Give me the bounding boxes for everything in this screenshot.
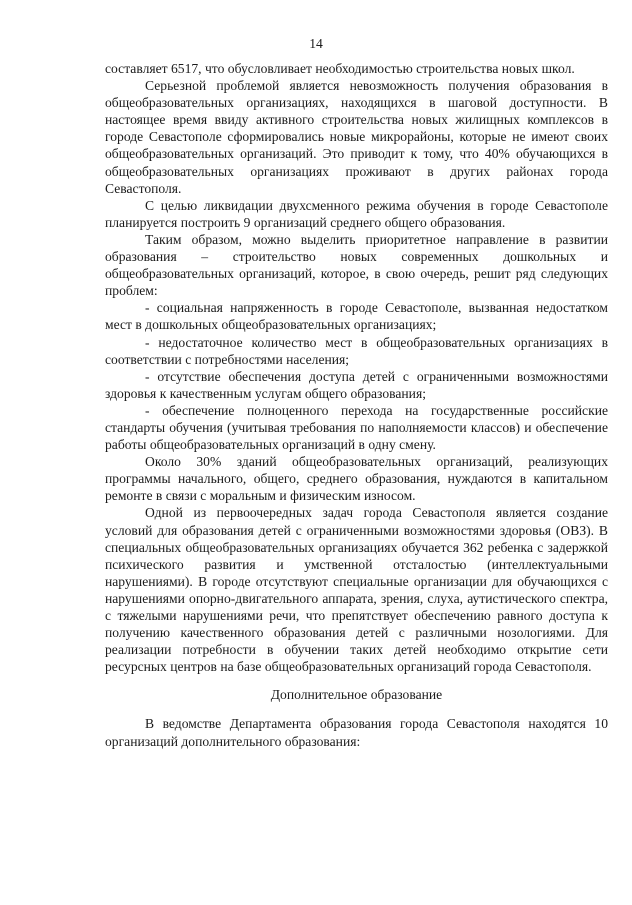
- paragraph-additional-education: В ведомстве Департамента образования города Севастополя находятся 10 организаций дополнительного образования:: [105, 716, 608, 749]
- document-body: [105, 60, 608, 750]
- section-heading: Дополнительное образование: [270, 687, 443, 703]
- page-number: 14: [309, 36, 323, 51]
- problem-list-item: - недостаточное количество мест в общеобразовательных организациях в соответствии с потребностями населения;: [105, 334, 608, 367]
- paragraph-special-needs: Одной из первоочередных задач города Севастополя является создание условий для образования детей с ограниченными возможностями здоровья (ОВЗ). В специальных общеобразовательных организациях обучается 362 ребенка с задержкой психического развития и умственной отсталостью (интеллектуальными нарушениями). В городе отсутствуют специальные организации для обучающихся с нарушениями опорно-двигательного аппарата, зрения, слуха, аутистического спектра, с тяжелыми нарушениями речи, что препятствует обеспечению равного доступа к получению качественного образования детей с различными нозологиями. Для реализации потребности в обучении таких детей необходимо открытие сети ресурсных центров на базе общеобразовательных организаций города Севастополя.: [105, 505, 608, 675]
- problem-list-item: - социальная напряженность в городе Севастополе, вызванная недостатком мест в дошкольных общеобразовательных организациях;: [105, 300, 608, 333]
- problem-list-item: - обеспечение полноценного перехода на государственные российские стандарты обучения (учитывая требования по наполняемости классов) и обеспечение работы общеобразовательных организаций в одну смену.: [105, 402, 608, 453]
- paragraph-building-repair: Около 30% зданий общеобразовательных организаций, реализующих программы начального, общего, среднего образования, нуждаются в капитальном ремонте в связи с моральным и физическим износом.: [105, 454, 608, 504]
- problem-list-item: - отсутствие обеспечения доступа детей с ограниченными возможностями здоровья к качественным услугам общего образования;: [105, 368, 608, 401]
- paragraph-priority-direction: Таким образом, можно выделить приоритетное направление в развитии образования – строительство новых современных дошкольных и общеобразовательных организаций, которое, в свою очередь, решит ряд следующих проблем:: [105, 231, 608, 299]
- paragraph-continuation: составляет 6517, что обусловливает необходимостью строительства новых школ.: [105, 61, 575, 76]
- paragraph-two-shift-plan: С целью ликвидации двухсменного режима обучения в городе Севастополе планируется построить 9 организаций среднего общего образования.: [105, 197, 608, 230]
- paragraph-accessibility-problem: Серьезной проблемой является невозможность получения образования в общеобразовательных организациях, находящихся в шаговой доступности. В настоящее время ввиду активного строительства новых жилищных комплексов в городе Севастополе сформировались новые микрорайоны, которые не имеют своих общеобразовательных организаций. Это приводит к тому, что 40% обучающихся в общеобразовательных организациях проживают в других районах города Севастополя.: [105, 78, 608, 196]
